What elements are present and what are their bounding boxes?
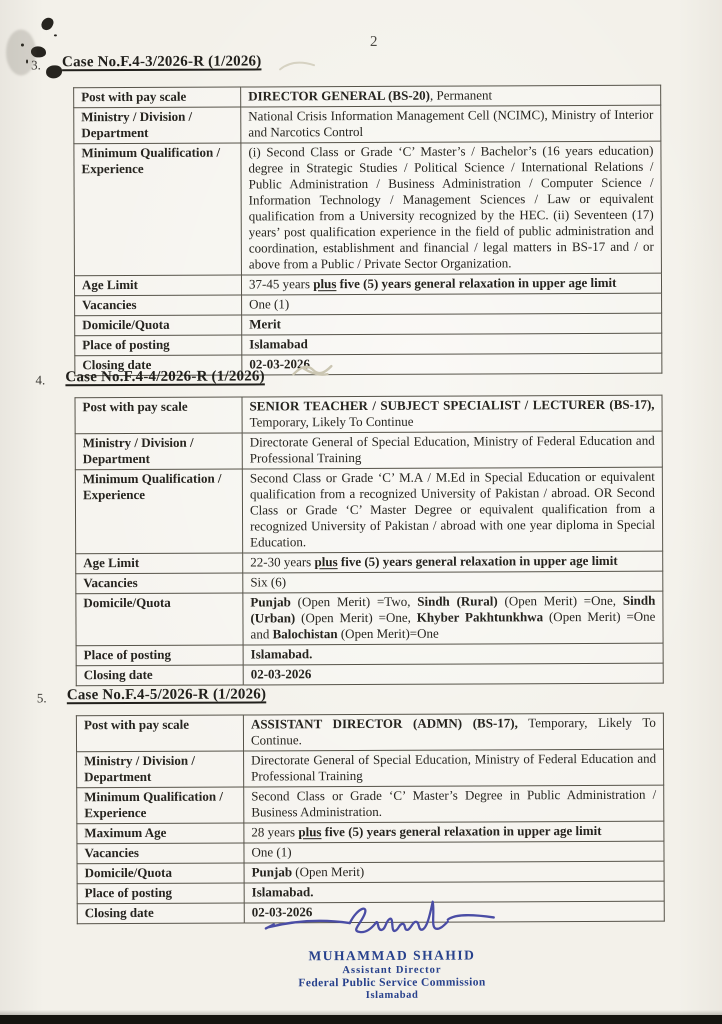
row-label: Minimum Qualification / Experience xyxy=(75,469,242,554)
table-row xyxy=(76,643,663,666)
signatory-title: Assistant Director xyxy=(342,964,442,977)
table-row xyxy=(76,571,663,594)
pencil-mark xyxy=(276,55,326,75)
row-label: Closing date xyxy=(76,665,243,686)
row-label: Place of posting xyxy=(76,645,243,666)
row-value: SENIOR TEACHER / SUBJECT SPECIALIST / LECTURER (BS-17), Temporary, Likely To Continue xyxy=(242,395,662,433)
row-label: Ministry / Division / Department xyxy=(77,751,244,788)
table-row xyxy=(74,105,661,144)
table-row xyxy=(77,861,664,884)
row-value: ASSISTANT DIRECTOR (ADMN) (BS-17), Temporary, Likely To Continue. xyxy=(243,713,663,751)
smudge-mark xyxy=(6,29,36,75)
case-4-heading: Case No.F.4-4/2026-R (1/2026) xyxy=(65,368,265,386)
row-value: Punjab (Open Merit) =Two, Sindh (Rural) (Open Merit) =One, Sindh (Urban) (Open Merit) =One, Khyber Pakhtunkhwa (Open Merit) =One and Balochistan (Open Merit)=One xyxy=(243,591,663,645)
signatory-name: MUHAMMAD SHAHID xyxy=(308,947,476,964)
case-4-number: 4. xyxy=(35,372,46,388)
row-label: Vacancies xyxy=(77,843,244,864)
row-value: (i) Second Class or Grade ‘C’ Master’s / Bachelor’s (16 years education) degree in Strategic Studies / Political Science / International Relations / Public Administration / Business Administration / Computer Science / Information Technology / Management Sciences / Law or equivalent qualification from a University recognized by the HEC. (ii) Seventeen (17) years’ post qualification experience in the field of public administration and coordination, establishment and financial / legal matters in BS-17 and / or above from a Public / Private Sector Organization. xyxy=(241,141,662,275)
row-label: Closing date xyxy=(77,903,244,924)
table-row xyxy=(75,395,662,434)
case-4-table xyxy=(74,395,663,687)
table-row xyxy=(77,785,664,824)
row-value: DIRECTOR GENERAL (BS-20), Permanent xyxy=(241,85,661,107)
table-row xyxy=(76,663,663,686)
row-value: 02-03-2026 xyxy=(244,901,664,923)
row-label: Domicile/Quota xyxy=(75,315,242,336)
row-label: Closing date xyxy=(75,355,242,376)
row-value: Punjab (Open Merit) xyxy=(244,861,664,883)
signatory-organization: Federal Public Service Commission xyxy=(298,976,486,990)
table-row xyxy=(75,431,662,470)
case-3-number: 3. xyxy=(31,57,41,73)
scan-edge-strip xyxy=(0,1015,722,1024)
ink-blot xyxy=(46,65,62,78)
table-row xyxy=(74,141,662,276)
row-value: One (1) xyxy=(244,841,664,863)
row-value: Islamabad. xyxy=(244,881,664,903)
row-value: 22-30 years plus five (5) years general relaxation in upper age limit xyxy=(243,551,663,573)
ink-blot xyxy=(40,16,55,32)
case-5-heading: Case No.F.4-5/2026-R (1/2026) xyxy=(66,686,267,704)
signatory-city: Islamabad xyxy=(365,989,419,1001)
row-value: Directorate General of Special Education, Ministry of Federal Education and Professional Training xyxy=(242,431,662,469)
table-row xyxy=(76,551,663,574)
ink-speck xyxy=(54,34,57,36)
table-row xyxy=(74,273,661,296)
row-label: Domicile/Quota xyxy=(76,593,243,646)
table-row xyxy=(77,749,664,788)
row-label: Minimum Qualification / Experience xyxy=(77,787,244,824)
table-row xyxy=(75,467,662,554)
row-label: Post with pay scale xyxy=(76,715,243,752)
page-number: 2 xyxy=(369,33,378,50)
row-value: Directorate General of Special Education, Ministry of Federal Education and Professional Training xyxy=(244,749,664,787)
row-label: Maximum Age xyxy=(77,823,244,844)
row-value: Islamabad. xyxy=(243,643,663,665)
row-value: 02-03-2026 xyxy=(243,663,663,685)
row-label: Post with pay scale xyxy=(74,87,241,108)
table-row xyxy=(77,841,664,864)
row-value: One (1) xyxy=(242,293,662,315)
table-row xyxy=(75,313,662,336)
row-value: 02-03-2026 xyxy=(242,353,662,375)
row-label: Post with pay scale xyxy=(75,397,242,434)
row-value: Six (6) xyxy=(243,571,663,593)
row-value: Second Class or Grade ‘C’ Master’s Degree in Public Administration / Business Administration. xyxy=(244,785,664,823)
table-row xyxy=(77,821,664,844)
row-label: Age Limit xyxy=(76,553,243,574)
signature-ink xyxy=(260,897,500,950)
pencil-mark xyxy=(289,358,359,384)
row-value: National Crisis Information Management Cell (NCIMC), Ministry of Interior and Narcotics Control xyxy=(241,105,661,143)
row-value: Second Class or Grade ‘C’ M.A / M.Ed in Special Education or equivalent qualification from a recognized University of Pakistan / abroad. OR Second Class or Grade ‘C’ Master Degree or equivalent qualification from a recognized University of Pakistan / abroad with one year diploma in Special Education. xyxy=(242,467,662,553)
case-5-table xyxy=(76,713,665,925)
table-row xyxy=(75,293,662,316)
row-label: Vacancies xyxy=(75,295,242,316)
row-label: Place of posting xyxy=(75,335,242,356)
row-value: 28 years plus five (5) years general relaxation in upper age limit xyxy=(244,821,664,843)
row-label: Age Limit xyxy=(74,275,241,296)
case-3-heading: Case No.F.4-3/2026-R (1/2026) xyxy=(62,53,262,71)
row-label: Vacancies xyxy=(76,573,243,594)
row-label: Minimum Qualification / Experience xyxy=(74,143,242,276)
row-value: Merit xyxy=(242,313,662,335)
signature-stamp xyxy=(217,947,567,1003)
case-3-table xyxy=(73,85,662,377)
row-label: Ministry / Division / Department xyxy=(74,107,241,144)
table-row xyxy=(76,591,663,646)
row-value: 37-45 years plus five (5) years general relaxation in upper age limit xyxy=(241,273,661,295)
row-label: Domicile/Quota xyxy=(77,863,244,884)
case-5-number: 5. xyxy=(36,690,47,706)
table-row xyxy=(75,333,662,356)
table-row xyxy=(74,85,661,108)
table-row xyxy=(76,713,663,752)
row-value: Islamabad xyxy=(242,333,662,355)
row-label: Ministry / Division / Department xyxy=(75,433,242,470)
row-label: Place of posting xyxy=(77,883,244,904)
